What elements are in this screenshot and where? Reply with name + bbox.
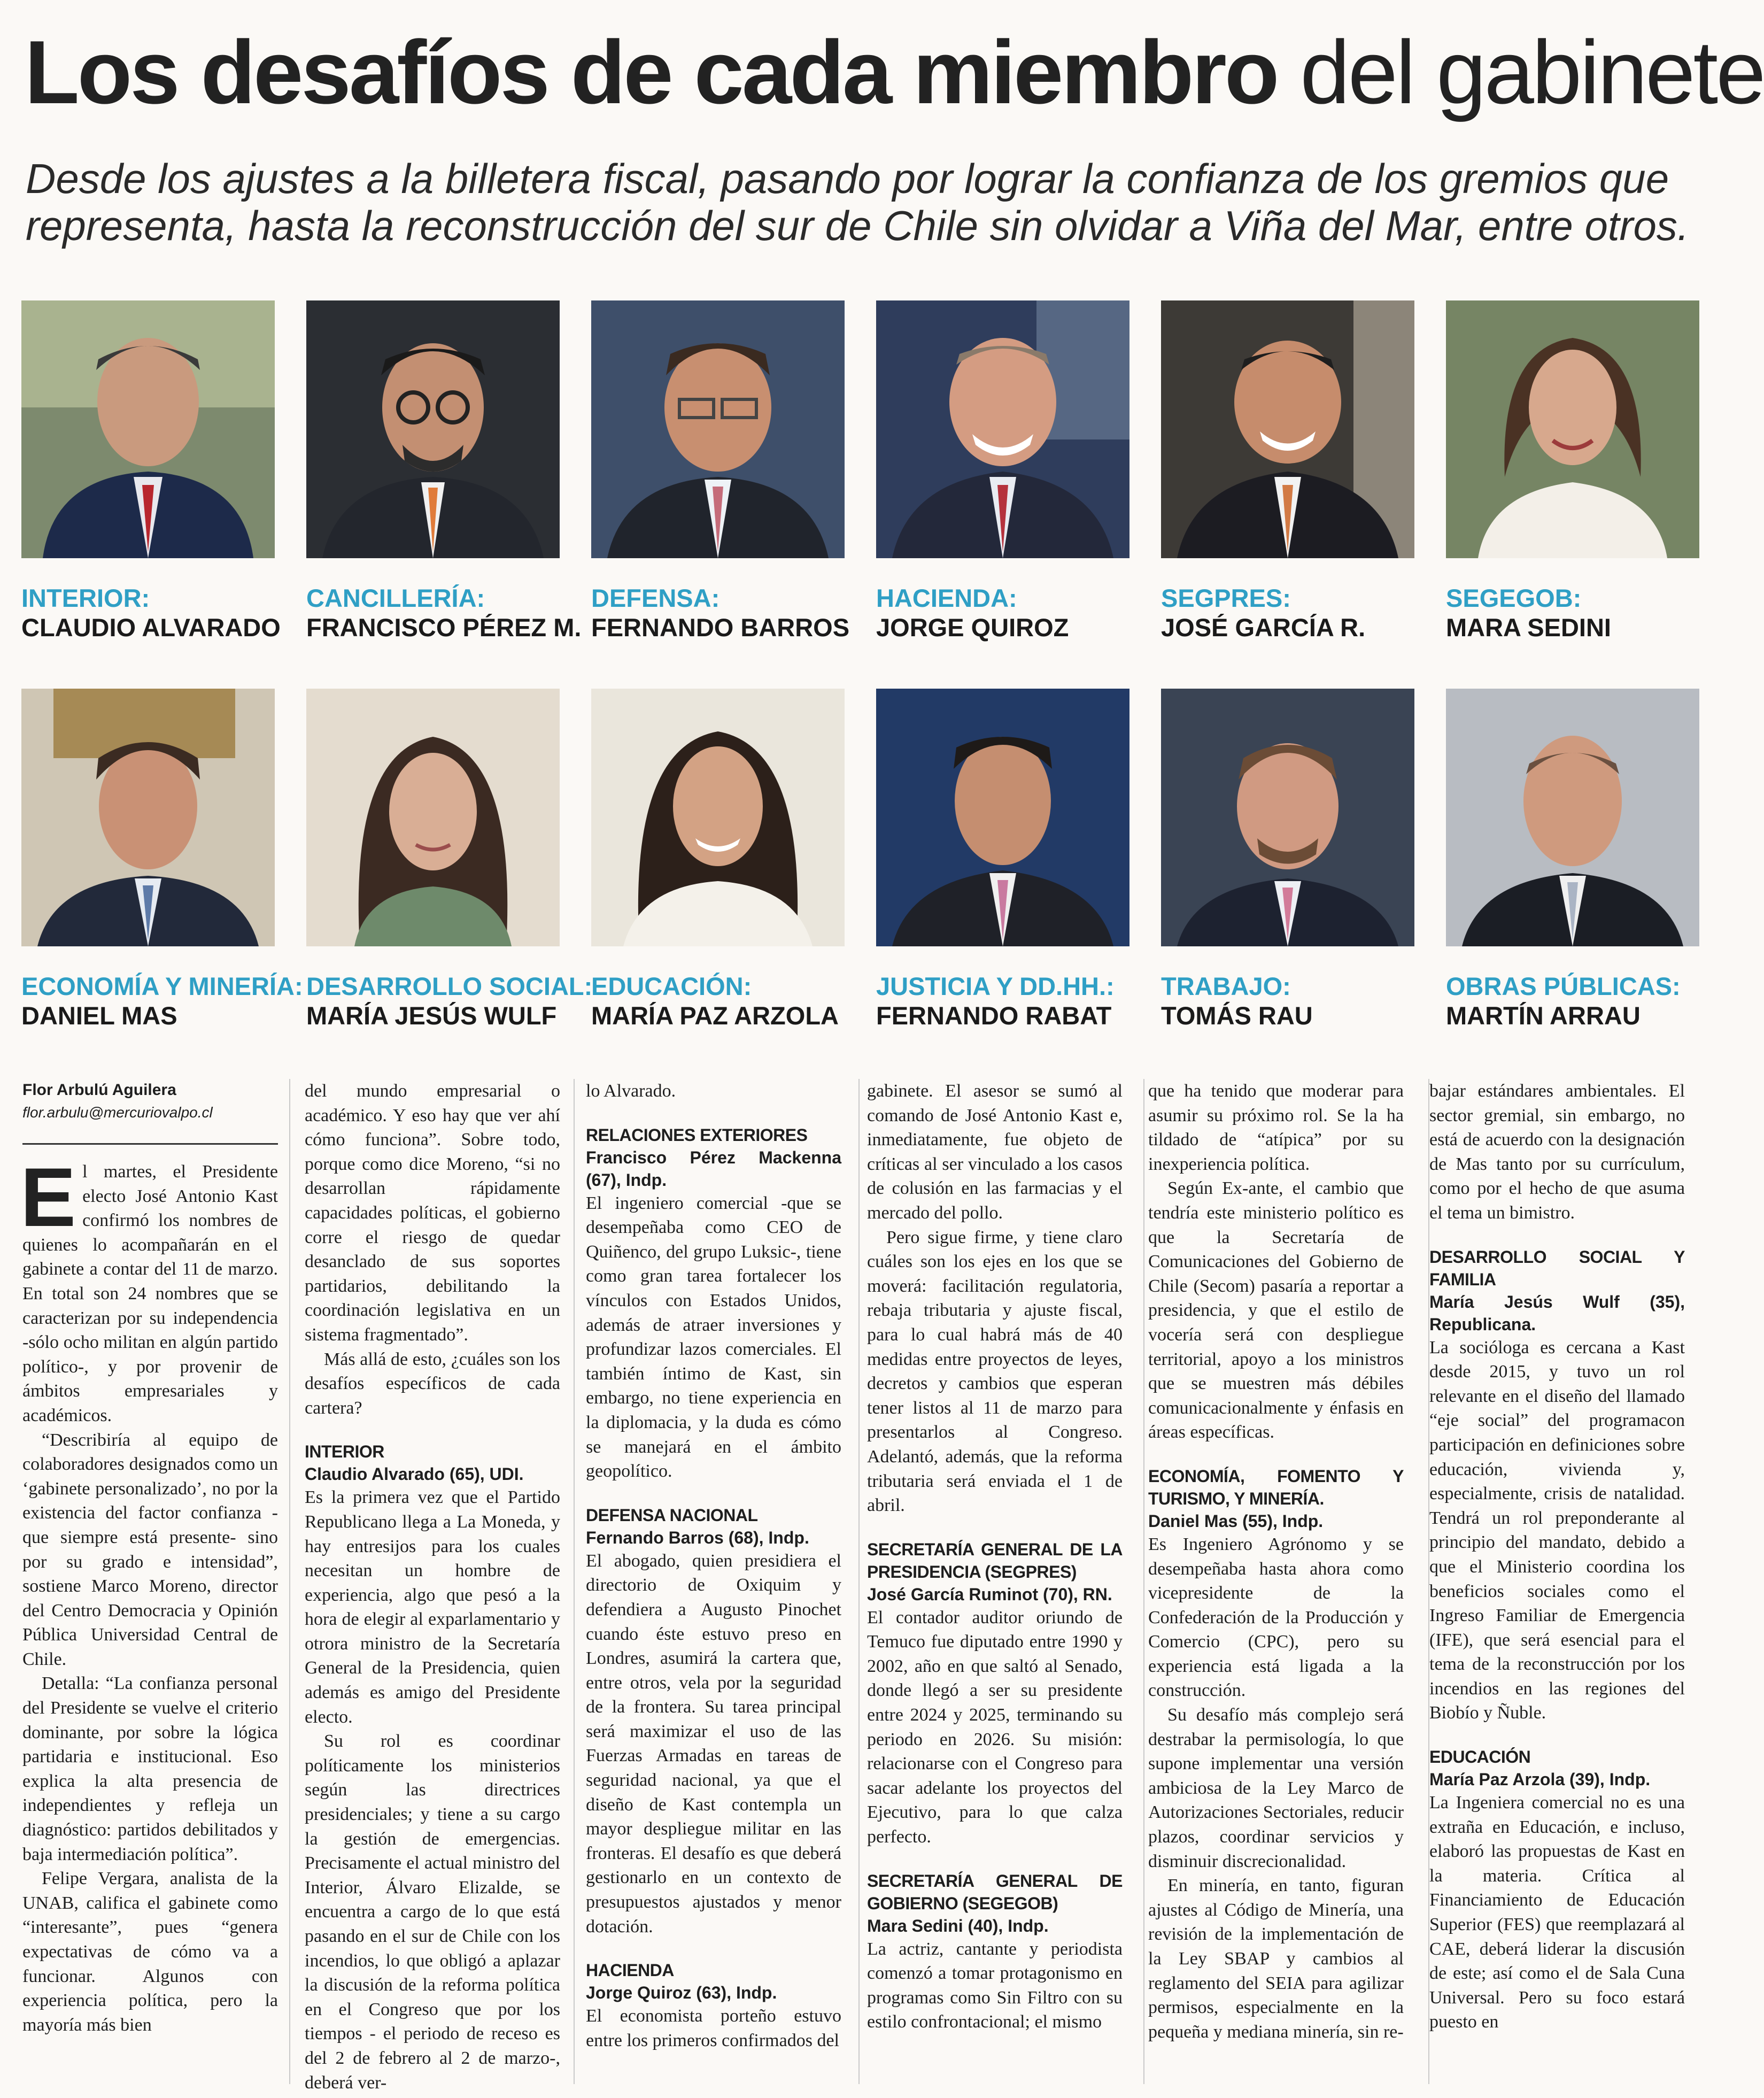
minister-photo bbox=[306, 300, 560, 558]
column-divider bbox=[1143, 1079, 1144, 2084]
article-paragraph: Según Ex-ante, el cambio que tendría este ministerio político es que la Secretaría de Comunicaciones del Gobierno de Chile (Secom) pasaría a reportar a presidencia, y que el estilo de vocería será con despliegue territorial, apoyo a los ministros que se muestren más débiles comunicacionalmente y énfasis en áreas específicas. bbox=[1148, 1178, 1404, 1443]
headline-bold: Los desafíos de cada miembro bbox=[25, 22, 1278, 122]
minister-card bbox=[1161, 689, 1414, 1031]
column-divider bbox=[858, 1079, 860, 2084]
minister-photo bbox=[591, 300, 845, 558]
minister-name: FERNANDO RABAT bbox=[876, 1001, 1112, 1030]
drop-cap: E bbox=[20, 1151, 76, 1244]
minister-role: EDUCACIÓN: bbox=[591, 972, 752, 1000]
minister-profile: María Paz Arzola (39), Indp. bbox=[1429, 1770, 1651, 1790]
minister-card bbox=[1161, 300, 1414, 643]
minister-role: SEGEGOB: bbox=[1446, 584, 1582, 612]
minister-photo bbox=[21, 689, 275, 946]
minister-name: CLAUDIO ALVARADO bbox=[21, 613, 281, 642]
article-paragraph: El abogado, quien presidiera el directorio de Oxiquim y defendiera a Augusto Pinochet cuando éste estuvo preso en Londres, asumirá la cartera que, entre otros, vela por la seguridad de la frontera. Su tarea principal será maximizar el uso de las Fuerzas Armadas en tareas de seguridad nacional, ya que el diseño de Kast contempla un mayor despliegue militar en las fronteras. El desafío es que deberá gestionarlo en un contexto de presupuestos ajustados y menor dotación. bbox=[586, 1551, 841, 1937]
article-paragraph: Pero sigue firme, y tiene claro cuáles son los ejes en los que se moverá: facilitación regulatoria, rebaja tributaria y ajuste fiscal, para lo cual habrá más de 40 medidas entre proyectos de leyes, decretos y cambios que esperan tener listos al 11 de marzo para presentarlos al Congreso. Adelantó, además, que la reforma tributaria será enviada el 1 de abril. bbox=[867, 1227, 1123, 1516]
article-paragraph: Su desafío más complejo será destrabar la permisología, lo que supone implementar una versión ambiciosa de la Ley Marco de Autorizaciones Sectoriales, reducir plazos, coordinar servicios y disminuir discrecionalidad. bbox=[1148, 1705, 1404, 1871]
article-column-1 bbox=[22, 1079, 278, 2089]
minister-photo bbox=[21, 300, 275, 558]
article-paragraph: La Ingeniera comercial no es una extraña en Educación, e incluso, elaboró las propuestas de Kast en la materia. Crítica al Financiamiento de Educación Superior (FES) que reemplazará al CAE, deberá liderar la discusión de este; así como el de Sala Cuna Universal. Pero su foco estará puesto en bbox=[1429, 1793, 1685, 2032]
minister-card bbox=[306, 300, 582, 643]
byline-author: Flor Arbulú Aguilera bbox=[22, 1081, 176, 1099]
minister-role: JUSTICIA Y DD.HH.: bbox=[876, 972, 1115, 1000]
minister-name: DANIEL MAS bbox=[21, 1001, 177, 1030]
minister-profile: Jorge Quiroz (63), Indp. bbox=[586, 1983, 777, 2003]
article-paragraph: Es la primera vez que el Partido Republicano llega a La Moneda, y hay entresijos para los cuales necesitan un hombre de experiencia, algo que pesó a la hora de elegir al exparlamentario y otrora ministro de la Secretaría General de la Presidencia, quien además es amigo del Presidente electo. bbox=[305, 1487, 560, 1727]
article-paragraph: En minería, en tanto, figuran ajustes al Código de Minería, una revisión de la implementación de la Ley SBAP y cambios al reglamento del SEIA para agilizar permisos, especialmente en la pequeña y mediana minería, sin re- bbox=[1148, 1876, 1404, 2042]
article-paragraph: El economista porteño estuvo entre los primeros confirmados del bbox=[586, 2006, 841, 2050]
article-paragraph: del mundo empresarial o académico. Y eso hay que ver ahí cómo funciona”. Sobre todo, porque como dice Moreno, “si no desarrollan rápidamente capacidades políticas, el gobierno corre el riesgo de quedar desanclado de sus soportes partidarios, debilitando la coordinación legislativa en un sistema fragmentado”. bbox=[305, 1081, 560, 1345]
article-paragraph: El contador auditor oriundo de Temuco fue diputado entre 1990 y 2002, año en que saltó al Senado, donde llegó a ser su presidente entre 2024 y 2025, terminando su periodo en 2026. Su misión: relacionarse con el Congreso para sacar adelante los proyectos del Ejecutivo, para lo que calza perfecto. bbox=[867, 1607, 1123, 1847]
section-heading: RELACIONES EXTERIORES bbox=[586, 1125, 808, 1145]
subheadline: Desde los ajustes a la billetera fiscal, pasando por lograr la confianza de los gremios que representa, hasta la reconstrucción del sur de Chile sin olvidar a Viña del Mar, entre otros. bbox=[26, 155, 1689, 249]
minister-name: FERNANDO BARROS bbox=[591, 613, 850, 642]
minister-name: MARA SEDINI bbox=[1446, 613, 1611, 642]
section-heading: SECRETARÍA GENERAL DE LA PRESIDENCIA (SEGPRES) bbox=[867, 1539, 1123, 1582]
headline-normal: del gabinete bbox=[1300, 22, 1764, 122]
minister-profile: José García Ruminot (70), RN. bbox=[867, 1584, 1112, 1604]
article-column-6 bbox=[1429, 1079, 1685, 2089]
section-heading: INTERIOR bbox=[305, 1442, 384, 1462]
article-paragraph: gabinete. El asesor se sumó al comando de José Antonio Kast e, inmediatamente, fue objeto de críticas al ser vinculado a los casos de colusión en las farmacias y el mercado del pollo. bbox=[867, 1081, 1123, 1223]
article-column-2 bbox=[305, 1079, 560, 2093]
article-paragraph: La socióloga es cercana a Kast desde 2015, y tuvo un rol relevante en el diseño del llamado “eje social” del programacon participación en definiciones sobre educación, vivienda y, especialmente, crisis de natalidad. Tendrá un rol preponderante al principio del mandato, debido a que el Ministerio coordina los beneficios sociales como el Ingreso Familiar de Emergencia (IFE), que será esencial para el tema de la reconstrucción por los incendios en las regiones del Biobío y Ñuble. bbox=[1429, 1337, 1685, 1723]
article-paragraph: bajar estándares ambientales. El sector gremial, sin embargo, no está de acuerdo con la designación de Mas tanto por su currículum, como por el hecho de que asuma el tema un bimistro. bbox=[1429, 1081, 1685, 1223]
minister-role: SEGPRES: bbox=[1161, 584, 1291, 612]
minister-profile: Daniel Mas (55), Indp. bbox=[1148, 1511, 1324, 1531]
section-heading: SECRETARÍA GENERAL DE GOBIERNO (SEGEGOB) bbox=[867, 1871, 1123, 1913]
minister-card bbox=[591, 689, 845, 1031]
article-paragraph: La actriz, cantante y periodista comenzó a tomar protagonismo en programas como Sin Filtro con su estilo confrontacional; el mismo bbox=[867, 1939, 1123, 2032]
minister-photo bbox=[1446, 689, 1699, 946]
minister-card bbox=[1446, 300, 1699, 643]
minister-photo bbox=[591, 689, 845, 946]
article-column-5 bbox=[1148, 1079, 1404, 2089]
section-heading: ECONOMÍA, FOMENTO Y TURISMO, Y MINERÍA. bbox=[1148, 1466, 1404, 1508]
article-paragraph: “Describiría al equipo de colaboradores designados como un ‘gabinete personalizado’, no por la existencia del factor confianza -que siempre está presente- sino por su grado e intensidad”, sostiene Marco Moreno, director del Centro Democracia y Opinión Pública Universidad Central de Chile. bbox=[22, 1430, 278, 1669]
article-paragraph: Más allá de esto, ¿cuáles son los desafíos específicos de cada cartera? bbox=[305, 1349, 560, 1418]
minister-photo bbox=[876, 300, 1129, 558]
minister-profile: María Jesús Wulf (35), Republicana. bbox=[1429, 1292, 1685, 1334]
minister-profile: Mara Sedini (40), Indp. bbox=[867, 1916, 1049, 1935]
article-paragraph: que ha tenido que moderar para asumir su próximo rol. Se la ha tildado de “atípica” por su inexperiencia política. bbox=[1148, 1081, 1404, 1174]
minister-photo bbox=[1161, 300, 1414, 558]
minister-card bbox=[306, 689, 593, 1031]
section-heading: DEFENSA NACIONAL bbox=[586, 1505, 758, 1525]
minister-photo bbox=[1161, 689, 1414, 946]
minister-role: TRABAJO: bbox=[1161, 972, 1291, 1000]
headline bbox=[25, 21, 1764, 123]
article-column-3 bbox=[586, 1079, 841, 2089]
minister-profile: Francisco Pérez Mackenna (67), Indp. bbox=[586, 1147, 841, 1190]
minister-photo bbox=[306, 689, 560, 946]
minister-photo bbox=[1446, 300, 1699, 558]
article-paragraph: El ingeniero comercial -que se desempeñaba como CEO de Quiñenco, del grupo Luksic-, tiene como gran tarea fortalecer los vínculos con Estados Unidos, además de atraer inversiones y profundizar lazos comerciales. El también íntimo de Kast, sin embargo, no tiene experiencia en la diplomacia, y la duda es cómo se manejará en el ámbito geopolítico. bbox=[586, 1193, 841, 1482]
byline-email: flor.arbulu@mercuriovalpo.cl bbox=[22, 1104, 213, 1121]
minister-photo bbox=[876, 689, 1129, 946]
article-paragraph: Detalla: “La confianza personal del Presidente se vuelve el criterio dominante, por sobre la lógica partidaria e institucional. Eso explica la alta presencia de independientes y refleja un diagnóstico: partidos debilitados y baja intermediación política”. bbox=[22, 1673, 278, 1864]
minister-name: FRANCISCO PÉREZ M. bbox=[306, 613, 582, 642]
minister-name: JOSÉ GARCÍA R. bbox=[1161, 613, 1366, 642]
minister-role: DEFENSA: bbox=[591, 584, 720, 612]
article-column-4 bbox=[867, 1079, 1123, 2089]
minister-role: DESARROLLO SOCIAL: bbox=[306, 972, 593, 1000]
minister-profile: Claudio Alvarado (65), UDI. bbox=[305, 1464, 524, 1484]
minister-profile: Fernando Barros (68), Indp. bbox=[586, 1528, 809, 1547]
minister-name: MARTÍN ARRAU bbox=[1446, 1001, 1641, 1030]
section-heading: EDUCACIÓN bbox=[1429, 1747, 1531, 1767]
minister-card bbox=[876, 300, 1129, 643]
minister-card bbox=[876, 689, 1129, 1031]
article-paragraph: Felipe Vergara, analista de la UNAB, califica el gabinete como “interesante”, pues “genera expectativas de cómo va a funcionar. Algunos con experiencia política, pero la mayoría más bien bbox=[22, 1869, 278, 2035]
minister-role: ECONOMÍA Y MINERÍA: bbox=[21, 972, 303, 1000]
article-paragraph: Es Ingeniero Agrónomo y se desempeñaba hasta ahora como vicepresidente de la Confederación de la Producción y Comercio (CPC), pero su experiencia está ligada a la construcción. bbox=[1148, 1534, 1404, 1701]
section-heading: HACIENDA bbox=[586, 1961, 674, 1980]
minister-card bbox=[21, 300, 281, 643]
minister-role: HACIENDA: bbox=[876, 584, 1017, 612]
column-divider bbox=[289, 1079, 290, 2084]
minister-role: INTERIOR: bbox=[21, 584, 150, 612]
article-paragraph: lo Alvarado. bbox=[586, 1081, 676, 1101]
minister-name: MARÍA JESÚS WULF bbox=[306, 1001, 557, 1030]
byline-rule bbox=[22, 1143, 278, 1145]
article-paragraph: El martes, el Presidente electo José Antonio Kast confirmó los nombres de quienes lo acompañarán en el gabinete a contar del 11 de marzo. En total son 24 nombres que se caracterizan por su independencia -sólo ocho militan en algún partido político-, y por provenir de ámbitos empresariales y académicos. bbox=[20, 1151, 278, 1425]
article-paragraph: Su rol es coordinar políticamente los ministerios según las directrices presidenciales; y tiene a su cargo la gestión de emergencias. Precisamente el actual ministro del Interior, Álvaro Elizalde, se encuentra a cargo de lo que está pasando en el sur de Chile con los incendios, lo que obligó a aplazar la discusión de la reforma política en el Congreso que por los tiempos - el periodo de receso es del 2 de febrero al 2 de marzo-, deberá ver- bbox=[305, 1731, 560, 2093]
minister-card bbox=[21, 689, 303, 1031]
section-heading: DESARROLLO SOCIAL Y FAMILIA bbox=[1429, 1247, 1685, 1289]
minister-name: MARÍA PAZ ARZOLA bbox=[591, 1001, 839, 1030]
minister-name: TOMÁS RAU bbox=[1161, 1001, 1313, 1030]
minister-card bbox=[591, 300, 850, 643]
minister-name: JORGE QUIROZ bbox=[876, 613, 1069, 642]
minister-role: CANCILLERÍA: bbox=[306, 584, 485, 612]
minister-role: OBRAS PÚBLICAS: bbox=[1446, 972, 1681, 1000]
minister-card bbox=[1446, 689, 1699, 1031]
column-divider bbox=[574, 1079, 575, 2084]
